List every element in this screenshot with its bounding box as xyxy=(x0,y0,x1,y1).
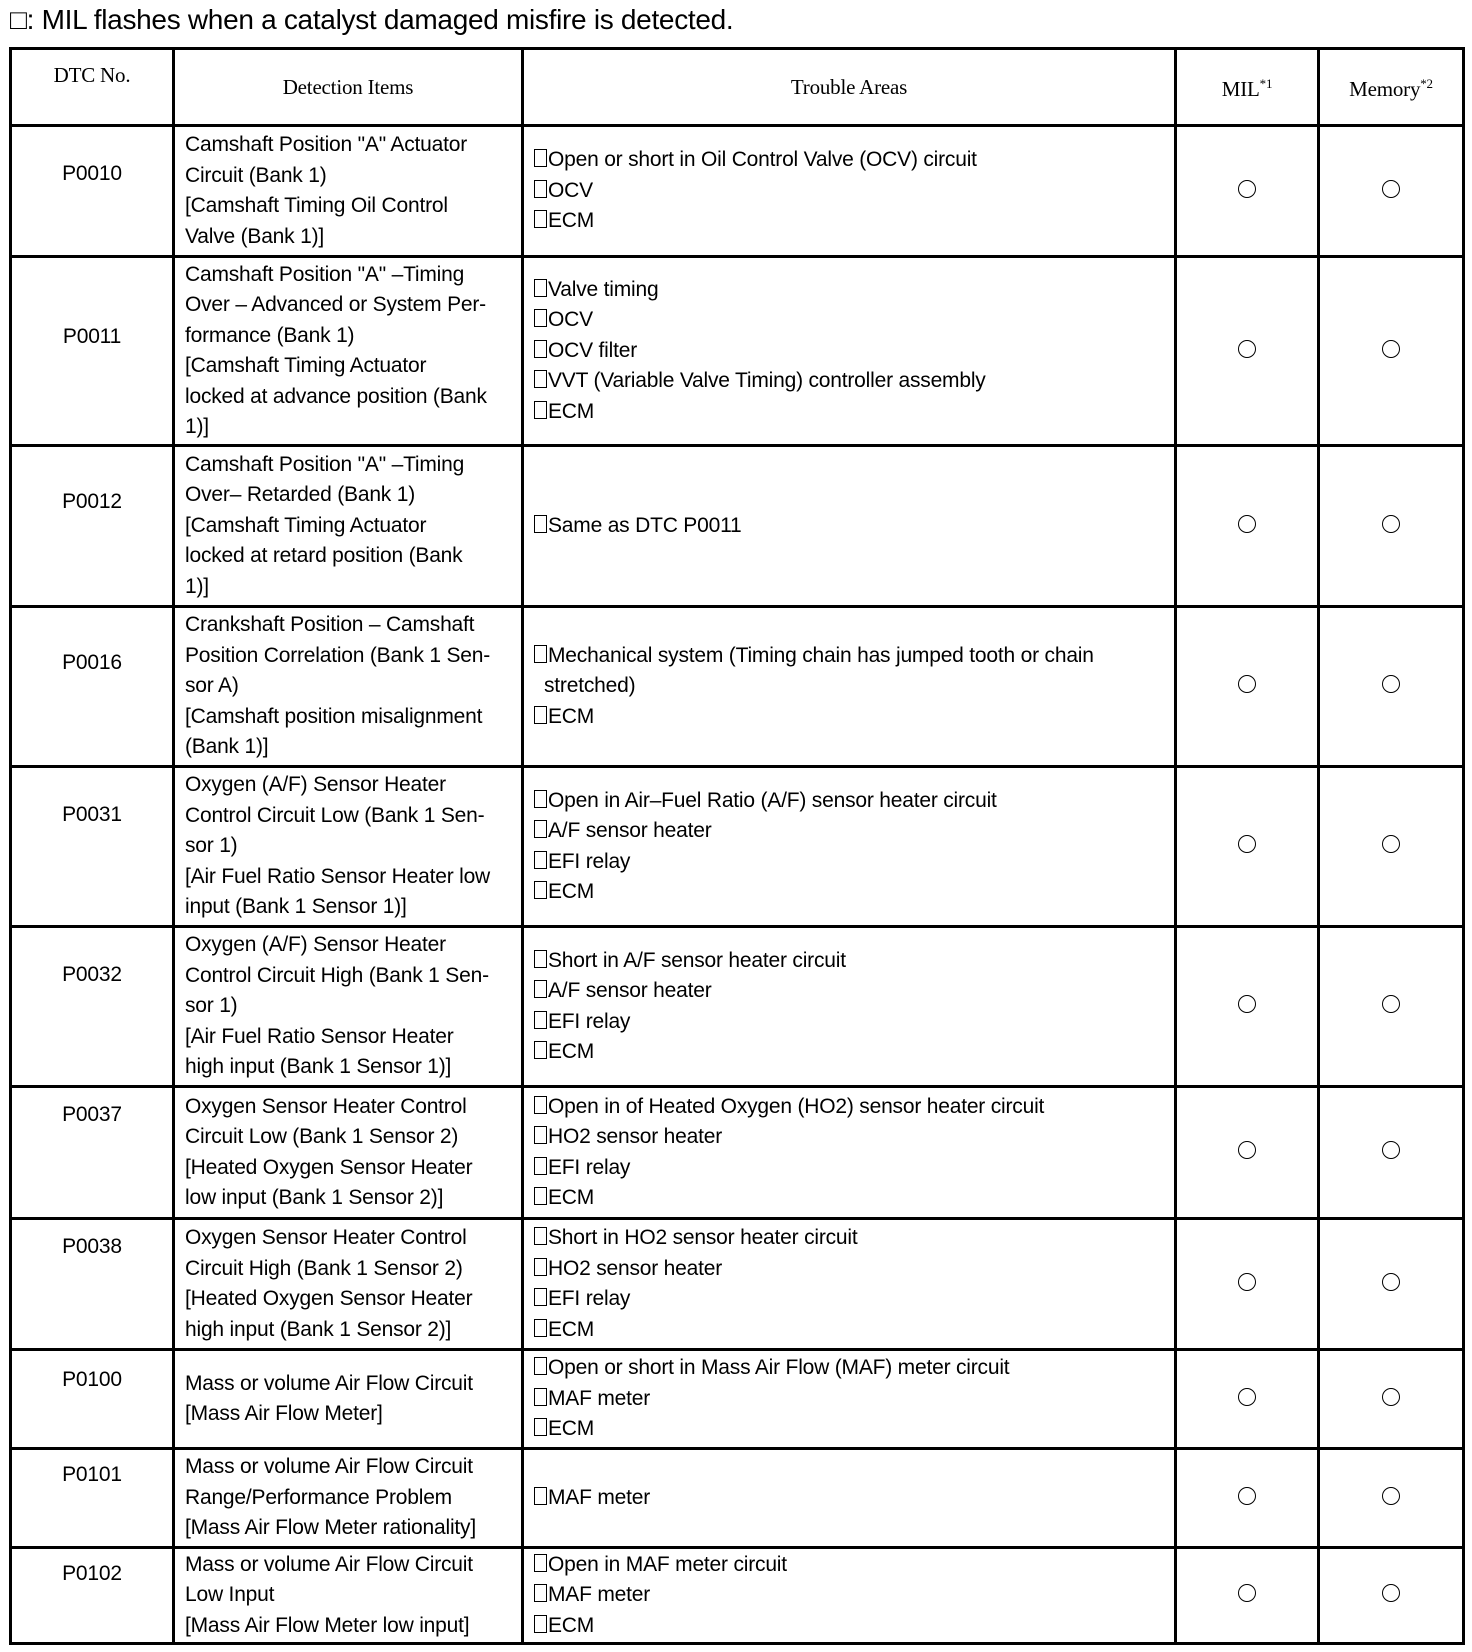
bullet-box-icon xyxy=(534,881,547,899)
header-mil-footnote: *1 xyxy=(1259,76,1273,92)
header-trouble-areas: Trouble Areas xyxy=(523,49,1176,126)
detection-line: (Bank 1)] xyxy=(185,735,269,759)
trouble-area-item xyxy=(534,1315,1164,1346)
detection-line: Circuit Low (Bank 1 Sensor 2) xyxy=(185,1125,459,1148)
bullet-box-icon xyxy=(534,149,547,167)
bullet-box-icon xyxy=(534,515,547,533)
trouble-area-text: OCV xyxy=(548,308,593,332)
trouble-area-item xyxy=(534,206,1164,237)
trouble-area-item xyxy=(534,1007,1164,1038)
circle-icon xyxy=(1382,995,1400,1013)
bullet-box-icon xyxy=(534,1584,547,1602)
bullet-box-icon xyxy=(534,706,547,724)
detection-line: [Mass Air Flow Meter rationality] xyxy=(185,1516,476,1540)
header-mil-label: MIL xyxy=(1221,77,1260,102)
trouble-area-item xyxy=(534,145,1164,176)
bullet-box-icon xyxy=(534,210,547,228)
circle-icon xyxy=(1238,180,1256,198)
detection-item xyxy=(174,257,523,446)
detection-item xyxy=(174,446,523,607)
detection-line: Oxygen Sensor Heater Control xyxy=(185,1226,467,1249)
trouble-area-text: EFI relay xyxy=(548,1009,631,1033)
trouble-area-text: MAF meter xyxy=(548,1583,651,1607)
detection-line: locked at advance position (Bank xyxy=(185,384,487,408)
trouble-area-item xyxy=(534,1550,1164,1581)
detection-line: Valve (Bank 1)] xyxy=(185,224,325,248)
trouble-area-text: stretched) xyxy=(544,674,636,698)
table-row xyxy=(11,607,1464,767)
dtc-code: P0102 xyxy=(11,1548,174,1644)
detection-line: [Air Fuel Ratio Sensor Heater xyxy=(185,1024,454,1048)
trouble-area-text: ECM xyxy=(548,1317,595,1341)
circle-icon xyxy=(1382,515,1400,533)
trouble-area-item xyxy=(534,397,1164,428)
trouble-areas xyxy=(523,1087,1176,1219)
trouble-area-text: EFI relay xyxy=(548,1287,631,1310)
trouble-areas xyxy=(523,1548,1176,1644)
detection-line: [Camshaft Timing Oil Control xyxy=(185,194,448,217)
mil-indicator xyxy=(1176,257,1319,446)
trouble-area-item xyxy=(534,702,1164,733)
trouble-area-text: Short in A/F sensor heater circuit xyxy=(548,948,846,972)
trouble-area-text: Same as DTC P0011 xyxy=(548,513,742,537)
dtc-code: P0037 xyxy=(11,1087,174,1219)
detection-item xyxy=(174,1219,523,1350)
header-memory-label: Memory xyxy=(1349,77,1421,102)
circle-icon xyxy=(1382,1141,1400,1159)
trouble-area-item xyxy=(534,671,1164,702)
trouble-area-text: EFI relay xyxy=(548,1155,631,1179)
detection-item xyxy=(174,126,523,257)
detection-line: high input (Bank 1 Sensor 1)] xyxy=(185,1055,452,1079)
bullet-box-icon xyxy=(534,401,547,419)
bullet-box-icon xyxy=(534,1157,547,1175)
detection-line: input (Bank 1 Sensor 1)] xyxy=(185,895,407,919)
header-memory-footnote: *2 xyxy=(1420,76,1433,92)
circle-icon xyxy=(1238,340,1256,358)
table-row xyxy=(11,1548,1464,1644)
bullet-box-icon xyxy=(534,340,547,358)
trouble-area-text: Open or short in Oil Control Valve (OCV) circuit xyxy=(548,148,977,172)
bullet-box-icon xyxy=(534,1357,547,1375)
dtc-table xyxy=(9,47,1465,1645)
trouble-area-item xyxy=(534,786,1164,817)
bullet-box-icon xyxy=(534,1096,547,1114)
trouble-area-item xyxy=(534,976,1164,1007)
detection-line: Oxygen (A/F) Sensor Heater xyxy=(185,773,446,797)
bullet-box-icon xyxy=(534,1418,547,1436)
dtc-code: P0012 xyxy=(11,446,174,607)
memory-indicator xyxy=(1319,126,1464,257)
detection-line: [Air Fuel Ratio Sensor Heater low xyxy=(185,864,491,888)
mil-indicator xyxy=(1176,446,1319,607)
detection-line: [Camshaft position misalignment xyxy=(185,704,483,728)
bullet-box-icon xyxy=(534,1487,547,1505)
trouble-area-text: ECM xyxy=(548,880,595,903)
trouble-area-item xyxy=(534,1153,1164,1184)
detection-line: Range/Performance Problem xyxy=(185,1485,452,1509)
detection-line: Camshaft Position "A" Actuator xyxy=(185,133,468,156)
mil-indicator xyxy=(1176,767,1319,927)
trouble-area-text: Open in Air–Fuel Ratio (A/F) sensor heater circuit xyxy=(548,788,997,812)
trouble-areas xyxy=(523,1350,1176,1449)
bullet-box-icon xyxy=(534,820,547,838)
table-row xyxy=(11,767,1464,927)
header-detection-items: Detection Items xyxy=(174,49,523,126)
detection-item xyxy=(174,927,523,1087)
header-mil xyxy=(1176,49,1319,126)
mil-indicator xyxy=(1176,1219,1319,1350)
trouble-area-text: Open in of Heated Oxygen (HO2) sensor heater circuit xyxy=(548,1094,1045,1118)
table-row xyxy=(11,446,1464,607)
memory-indicator xyxy=(1319,257,1464,446)
detection-line: low input (Bank 1 Sensor 2)] xyxy=(185,1186,444,1209)
detection-line: Over– Retarded (Bank 1) xyxy=(185,483,416,507)
detection-line: Control Circuit Low (Bank 1 Sen- xyxy=(185,803,485,827)
circle-icon xyxy=(1382,1388,1400,1406)
detection-line: 1)] xyxy=(185,415,209,438)
table-header-row xyxy=(11,49,1464,126)
circle-icon xyxy=(1238,515,1256,533)
bullet-box-icon xyxy=(534,851,547,869)
trouble-area-item xyxy=(534,511,1164,542)
detection-item xyxy=(174,607,523,767)
trouble-area-text: ECM xyxy=(548,209,595,233)
detection-item xyxy=(174,1449,523,1548)
detection-line: Control Circuit High (Bank 1 Sen- xyxy=(185,963,489,987)
trouble-area-item xyxy=(534,1353,1164,1384)
trouble-area-item xyxy=(534,1384,1164,1415)
dtc-code: P0101 xyxy=(11,1449,174,1548)
memory-indicator xyxy=(1319,1449,1464,1548)
mil-indicator xyxy=(1176,126,1319,257)
trouble-area-text: A/F sensor heater xyxy=(548,819,712,842)
memory-indicator xyxy=(1319,1087,1464,1219)
detection-line: [Camshaft Timing Actuator xyxy=(185,354,427,377)
trouble-area-text: Open or short in Mass Air Flow (MAF) meter circuit xyxy=(548,1356,1010,1380)
detection-line: [Camshaft Timing Actuator xyxy=(185,513,427,537)
dtc-code: P0032 xyxy=(11,927,174,1087)
trouble-areas xyxy=(523,767,1176,927)
dtc-code: P0010 xyxy=(11,126,174,257)
trouble-areas xyxy=(523,126,1176,257)
detection-line: Circuit High (Bank 1 Sensor 2) xyxy=(185,1256,463,1280)
trouble-area-item xyxy=(534,1183,1164,1214)
circle-icon xyxy=(1382,675,1400,693)
detection-item xyxy=(174,1087,523,1219)
trouble-area-item xyxy=(534,305,1164,336)
detection-line: Position Correlation (Bank 1 Sen- xyxy=(185,643,491,667)
table-row xyxy=(11,126,1464,257)
circle-icon xyxy=(1382,1487,1400,1505)
detection-item xyxy=(174,767,523,927)
legend-note: □: MIL flashes when a catalyst damaged misfire is detected. xyxy=(10,4,734,35)
trouble-area-item xyxy=(534,1254,1164,1285)
trouble-area-item xyxy=(534,816,1164,847)
detection-line: Over – Advanced or System Per- xyxy=(185,293,486,316)
table-row xyxy=(11,1449,1464,1548)
detection-line: [Heated Oxygen Sensor Heater xyxy=(185,1155,473,1179)
trouble-areas xyxy=(523,1219,1176,1350)
circle-icon xyxy=(1238,1584,1256,1602)
table-row xyxy=(11,927,1464,1087)
trouble-area-text: ECM xyxy=(548,1040,595,1063)
dtc-code: P0016 xyxy=(11,607,174,767)
mil-indicator xyxy=(1176,1350,1319,1449)
trouble-area-text: ECM xyxy=(548,704,595,728)
header-dtc-no: DTC No. xyxy=(11,49,174,126)
detection-line: Mass or volume Air Flow Circuit xyxy=(185,1371,473,1395)
bullet-box-icon xyxy=(534,1388,547,1406)
trouble-area-text: EFI relay xyxy=(548,849,631,873)
bullet-box-icon xyxy=(534,1319,547,1337)
trouble-area-text: HO2 sensor heater xyxy=(548,1256,723,1280)
detection-line: Camshaft Position "A" –Timing xyxy=(185,262,465,286)
bullet-box-icon xyxy=(534,1227,547,1245)
circle-icon xyxy=(1382,340,1400,358)
bullet-box-icon xyxy=(534,1258,547,1276)
trouble-area-text: HO2 sensor heater xyxy=(548,1125,723,1148)
memory-indicator xyxy=(1319,1548,1464,1644)
bullet-box-icon xyxy=(534,645,547,663)
trouble-areas xyxy=(523,257,1176,446)
table-row xyxy=(11,1350,1464,1449)
detection-line: [Mass Air Flow Meter low input] xyxy=(185,1613,470,1637)
trouble-area-item xyxy=(534,1037,1164,1068)
trouble-area-item xyxy=(534,1122,1164,1153)
trouble-area-text: OCV xyxy=(548,178,593,202)
detection-line: 1)] xyxy=(185,574,209,598)
trouble-area-item xyxy=(534,1223,1164,1254)
trouble-area-item xyxy=(534,1580,1164,1611)
circle-icon xyxy=(1238,1487,1256,1505)
circle-icon xyxy=(1382,835,1400,853)
bullet-box-icon xyxy=(534,1288,547,1306)
bullet-box-icon xyxy=(534,309,547,327)
circle-icon xyxy=(1238,1273,1256,1291)
detection-line: [Heated Oxygen Sensor Heater xyxy=(185,1287,473,1310)
detection-line: [Mass Air Flow Meter] xyxy=(185,1402,383,1425)
trouble-area-text: Short in HO2 sensor heater circuit xyxy=(548,1226,858,1249)
header-memory xyxy=(1319,49,1464,126)
circle-icon xyxy=(1382,1584,1400,1602)
detection-line: Low Input xyxy=(185,1583,275,1607)
dtc-code: P0100 xyxy=(11,1350,174,1449)
detection-line: sor 1) xyxy=(185,834,238,858)
circle-icon xyxy=(1238,675,1256,693)
bullet-box-icon xyxy=(534,279,547,297)
trouble-area-item xyxy=(534,366,1164,397)
memory-indicator xyxy=(1319,767,1464,927)
trouble-area-text: A/F sensor heater xyxy=(548,979,712,1002)
bullet-box-icon xyxy=(534,1011,547,1029)
bullet-box-icon xyxy=(534,790,547,808)
detection-line: Mass or volume Air Flow Circuit xyxy=(185,1552,473,1576)
circle-icon xyxy=(1382,1273,1400,1291)
mil-indicator xyxy=(1176,1548,1319,1644)
trouble-area-text: ECM xyxy=(548,399,595,423)
trouble-area-text: Mechanical system (Timing chain has jumped tooth or chain xyxy=(548,643,1094,667)
detection-line: Camshaft Position "A" –Timing xyxy=(185,452,465,476)
detection-line: Circuit (Bank 1) xyxy=(185,163,327,187)
trouble-areas xyxy=(523,607,1176,767)
trouble-area-item xyxy=(534,1611,1164,1642)
detection-line: formance (Bank 1) xyxy=(185,323,355,347)
dtc-code: P0038 xyxy=(11,1219,174,1350)
trouble-area-text: ECM xyxy=(548,1186,595,1209)
memory-indicator xyxy=(1319,1219,1464,1350)
bullet-box-icon xyxy=(534,950,547,968)
mil-indicator xyxy=(1176,1087,1319,1219)
trouble-area-item xyxy=(534,1284,1164,1315)
detection-line: sor A) xyxy=(185,674,239,698)
trouble-area-item xyxy=(534,1414,1164,1445)
circle-icon xyxy=(1238,995,1256,1013)
bullet-box-icon xyxy=(534,1126,547,1144)
circle-icon xyxy=(1238,1141,1256,1159)
bullet-box-icon xyxy=(534,1187,547,1205)
trouble-area-item xyxy=(534,275,1164,306)
circle-icon xyxy=(1238,835,1256,853)
trouble-area-item xyxy=(534,946,1164,977)
memory-indicator xyxy=(1319,1350,1464,1449)
table-row xyxy=(11,257,1464,446)
trouble-area-text: ECM xyxy=(548,1613,595,1637)
trouble-area-text: Valve timing xyxy=(548,277,659,301)
mil-indicator xyxy=(1176,1449,1319,1548)
trouble-area-item xyxy=(534,176,1164,207)
bullet-box-icon xyxy=(534,980,547,998)
mil-indicator xyxy=(1176,607,1319,767)
detection-line: locked at retard position (Bank xyxy=(185,544,463,568)
trouble-area-text: OCV filter xyxy=(548,338,638,362)
trouble-areas xyxy=(523,927,1176,1087)
mil-indicator xyxy=(1176,927,1319,1087)
trouble-area-item xyxy=(534,877,1164,908)
bullet-box-icon xyxy=(534,1615,547,1633)
trouble-areas xyxy=(523,446,1176,607)
circle-icon xyxy=(1238,1388,1256,1406)
memory-indicator xyxy=(1319,446,1464,607)
dtc-code: P0011 xyxy=(11,257,174,446)
table-row xyxy=(11,1087,1464,1219)
trouble-area-text: VVT (Variable Valve Timing) controller assembly xyxy=(548,369,986,393)
memory-indicator xyxy=(1319,607,1464,767)
trouble-area-text: Open in MAF meter circuit xyxy=(548,1552,787,1576)
table-row xyxy=(11,1219,1464,1350)
detection-line: Mass or volume Air Flow Circuit xyxy=(185,1455,473,1479)
detection-item xyxy=(174,1350,523,1449)
circle-icon xyxy=(1382,180,1400,198)
detection-line: Oxygen (A/F) Sensor Heater xyxy=(185,933,446,957)
memory-indicator xyxy=(1319,927,1464,1087)
trouble-area-item xyxy=(534,847,1164,878)
trouble-area-text: MAF meter xyxy=(548,1386,651,1410)
detection-item xyxy=(174,1548,523,1644)
dtc-code: P0031 xyxy=(11,767,174,927)
bullet-box-icon xyxy=(534,370,547,388)
trouble-area-item xyxy=(534,1483,1164,1514)
bullet-box-icon xyxy=(534,1041,547,1059)
detection-line: Crankshaft Position – Camshaft xyxy=(185,613,475,637)
trouble-area-item xyxy=(534,336,1164,367)
trouble-areas xyxy=(523,1449,1176,1548)
bullet-box-icon xyxy=(534,1554,547,1572)
trouble-area-item xyxy=(534,1092,1164,1123)
trouble-area-text: ECM xyxy=(548,1417,595,1441)
trouble-area-text: MAF meter xyxy=(548,1485,651,1509)
detection-line: sor 1) xyxy=(185,994,238,1018)
detection-line: Oxygen Sensor Heater Control xyxy=(185,1094,467,1118)
trouble-area-item xyxy=(534,641,1164,672)
detection-line: high input (Bank 1 Sensor 2)] xyxy=(185,1317,452,1341)
bullet-box-icon xyxy=(534,180,547,198)
